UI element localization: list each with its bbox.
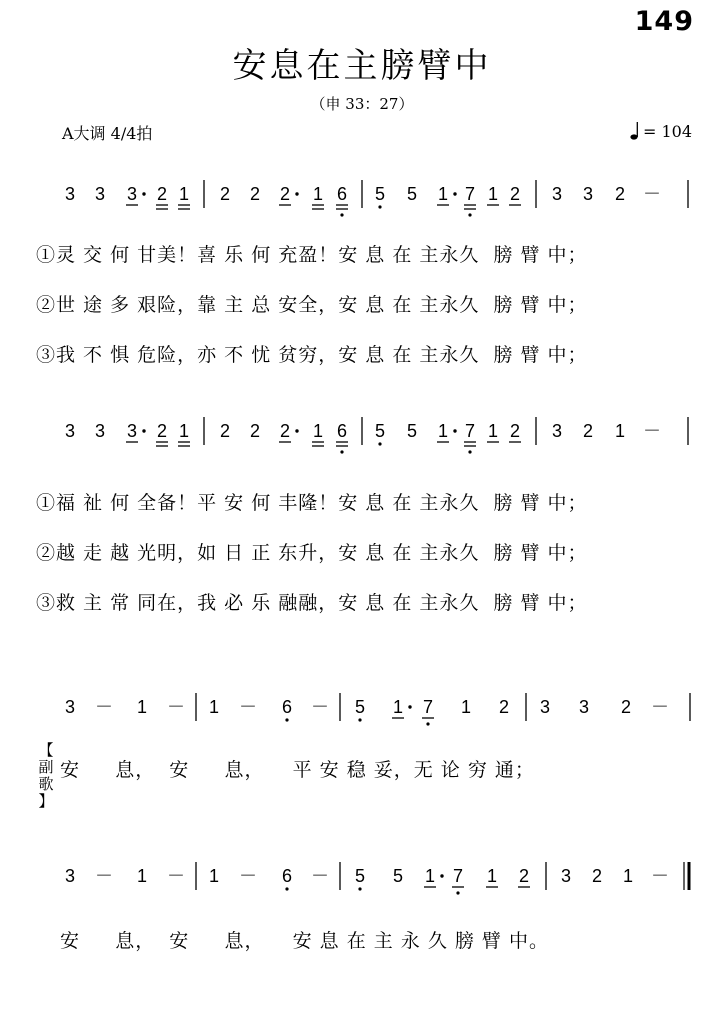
chorus-bracket-close: 】 <box>38 792 54 810</box>
note: 1 <box>437 184 449 204</box>
chorus-label-text: 副歌 <box>38 758 54 793</box>
note: 1 <box>178 421 190 441</box>
note: － <box>167 866 185 886</box>
note: 1 <box>136 866 148 886</box>
augmentation-dot <box>440 874 443 877</box>
note: 1 <box>208 866 220 886</box>
octave-dot <box>378 205 381 208</box>
chorus-bracket-open: 【 <box>38 741 54 759</box>
octave-dot <box>468 450 471 453</box>
verse-lyric-line: ①福 祉 何 全备！平 安 何 丰隆！安 息 在 主永久 膀 臂 中； <box>36 492 588 514</box>
note: 5 <box>354 866 366 886</box>
note: 3 <box>64 866 76 886</box>
note: 7 <box>452 866 464 886</box>
octave-dot <box>358 718 361 721</box>
note: 1 <box>614 421 626 441</box>
note: － <box>167 697 185 717</box>
note: 2 <box>614 184 626 204</box>
note: 6 <box>281 866 293 886</box>
note: 3 <box>551 184 563 204</box>
note: 1 <box>208 697 220 717</box>
note: 2 <box>620 697 632 717</box>
octave-dot <box>285 718 288 721</box>
note: － <box>95 866 113 886</box>
note: 5 <box>354 697 366 717</box>
note: 6 <box>336 421 348 441</box>
note: 1 <box>487 184 499 204</box>
verse-lyric-line: ③救 主 常 同在，我 必 乐 融融，安 息 在 主永久 膀 臂 中； <box>36 592 588 614</box>
hymn-number: 149 <box>634 6 694 37</box>
note: － <box>311 697 329 717</box>
augmentation-dot <box>453 429 456 432</box>
note: 2 <box>591 866 603 886</box>
note: 2 <box>249 184 261 204</box>
note: 2 <box>156 184 168 204</box>
notation-row <box>65 693 690 726</box>
note: 1 <box>392 697 404 717</box>
note: 5 <box>392 866 404 886</box>
note: － <box>643 421 661 441</box>
note: 2 <box>518 866 530 886</box>
note: 1 <box>178 184 190 204</box>
note: － <box>239 697 257 717</box>
hymn-title: 安息在主膀臂中 <box>232 46 492 86</box>
verse-lyric-line: ③我 不 惧 危险，亦 不 忧 贫穷，安 息 在 主永久 膀 臂 中； <box>36 344 588 366</box>
notation-row <box>65 862 689 895</box>
note: 1 <box>460 697 472 717</box>
note: 2 <box>509 184 521 204</box>
note: 2 <box>279 421 291 441</box>
note: － <box>239 866 257 886</box>
octave-dot <box>285 887 288 890</box>
octave-dot <box>358 887 361 890</box>
chorus-lyric-line: 安 息， 安 息， 平 安 稳 妥，无 论 穷 通； <box>60 759 535 781</box>
octave-dot <box>468 213 471 216</box>
note: 3 <box>539 697 551 717</box>
notation-row <box>65 180 688 217</box>
note: 1 <box>424 866 436 886</box>
octave-dot <box>456 891 459 894</box>
note: 1 <box>136 697 148 717</box>
note: － <box>651 697 669 717</box>
augmentation-dot <box>142 192 145 195</box>
octave-dot <box>378 442 381 445</box>
augmentation-dot <box>142 429 145 432</box>
octave-dot <box>340 450 343 453</box>
note: 2 <box>279 184 291 204</box>
note: 3 <box>578 697 590 717</box>
note: 1 <box>437 421 449 441</box>
chorus-lyric-line: 安 息， 安 息， 安 息 在 主 永 久 膀 臂 中。 <box>60 930 549 952</box>
note: 7 <box>422 697 434 717</box>
scripture-reference: （申 33：27） <box>310 95 414 113</box>
note: 5 <box>406 184 418 204</box>
octave-dot <box>426 722 429 725</box>
note: 5 <box>374 184 386 204</box>
note: 2 <box>582 421 594 441</box>
note: 2 <box>156 421 168 441</box>
verse-lyric-line: ②世 途 多 艰险，靠 主 总 安全，安 息 在 主永久 膀 臂 中； <box>36 294 588 316</box>
note: 5 <box>406 421 418 441</box>
verse-lyric-line: ②越 走 越 光明，如 日 正 东升，安 息 在 主永久 膀 臂 中； <box>36 542 588 564</box>
note: 1 <box>487 421 499 441</box>
note: 3 <box>94 184 106 204</box>
note: 3 <box>94 421 106 441</box>
augmentation-dot <box>295 429 298 432</box>
note: 7 <box>464 184 476 204</box>
note: 3 <box>64 421 76 441</box>
augmentation-dot <box>295 192 298 195</box>
verse-lyric-line: ①灵 交 何 甘美！喜 乐 何 充盈！安 息 在 主永久 膀 臂 中； <box>36 244 588 266</box>
note: 3 <box>582 184 594 204</box>
augmentation-dot <box>408 705 411 708</box>
note: 1 <box>486 866 498 886</box>
note: 3 <box>64 184 76 204</box>
note: 6 <box>281 697 293 717</box>
note: － <box>311 866 329 886</box>
key-meter: A大调 4/4拍 <box>62 124 153 143</box>
note: 1 <box>312 421 324 441</box>
note: 1 <box>622 866 634 886</box>
note: 2 <box>219 184 231 204</box>
note: 6 <box>336 184 348 204</box>
note: 2 <box>509 421 521 441</box>
note: 2 <box>219 421 231 441</box>
tempo-value: = 104 <box>642 121 692 141</box>
note: 2 <box>498 697 510 717</box>
note: 5 <box>374 421 386 441</box>
note: 3 <box>126 184 138 204</box>
octave-dot <box>340 213 343 216</box>
notation-row <box>65 417 688 454</box>
note: 3 <box>560 866 572 886</box>
augmentation-dot <box>453 192 456 195</box>
note: 1 <box>312 184 324 204</box>
note: 3 <box>126 421 138 441</box>
note: － <box>643 184 661 204</box>
note: 2 <box>249 421 261 441</box>
note: 3 <box>551 421 563 441</box>
note: － <box>95 697 113 717</box>
note: － <box>651 866 669 886</box>
note: 3 <box>64 697 76 717</box>
note: 7 <box>464 421 476 441</box>
